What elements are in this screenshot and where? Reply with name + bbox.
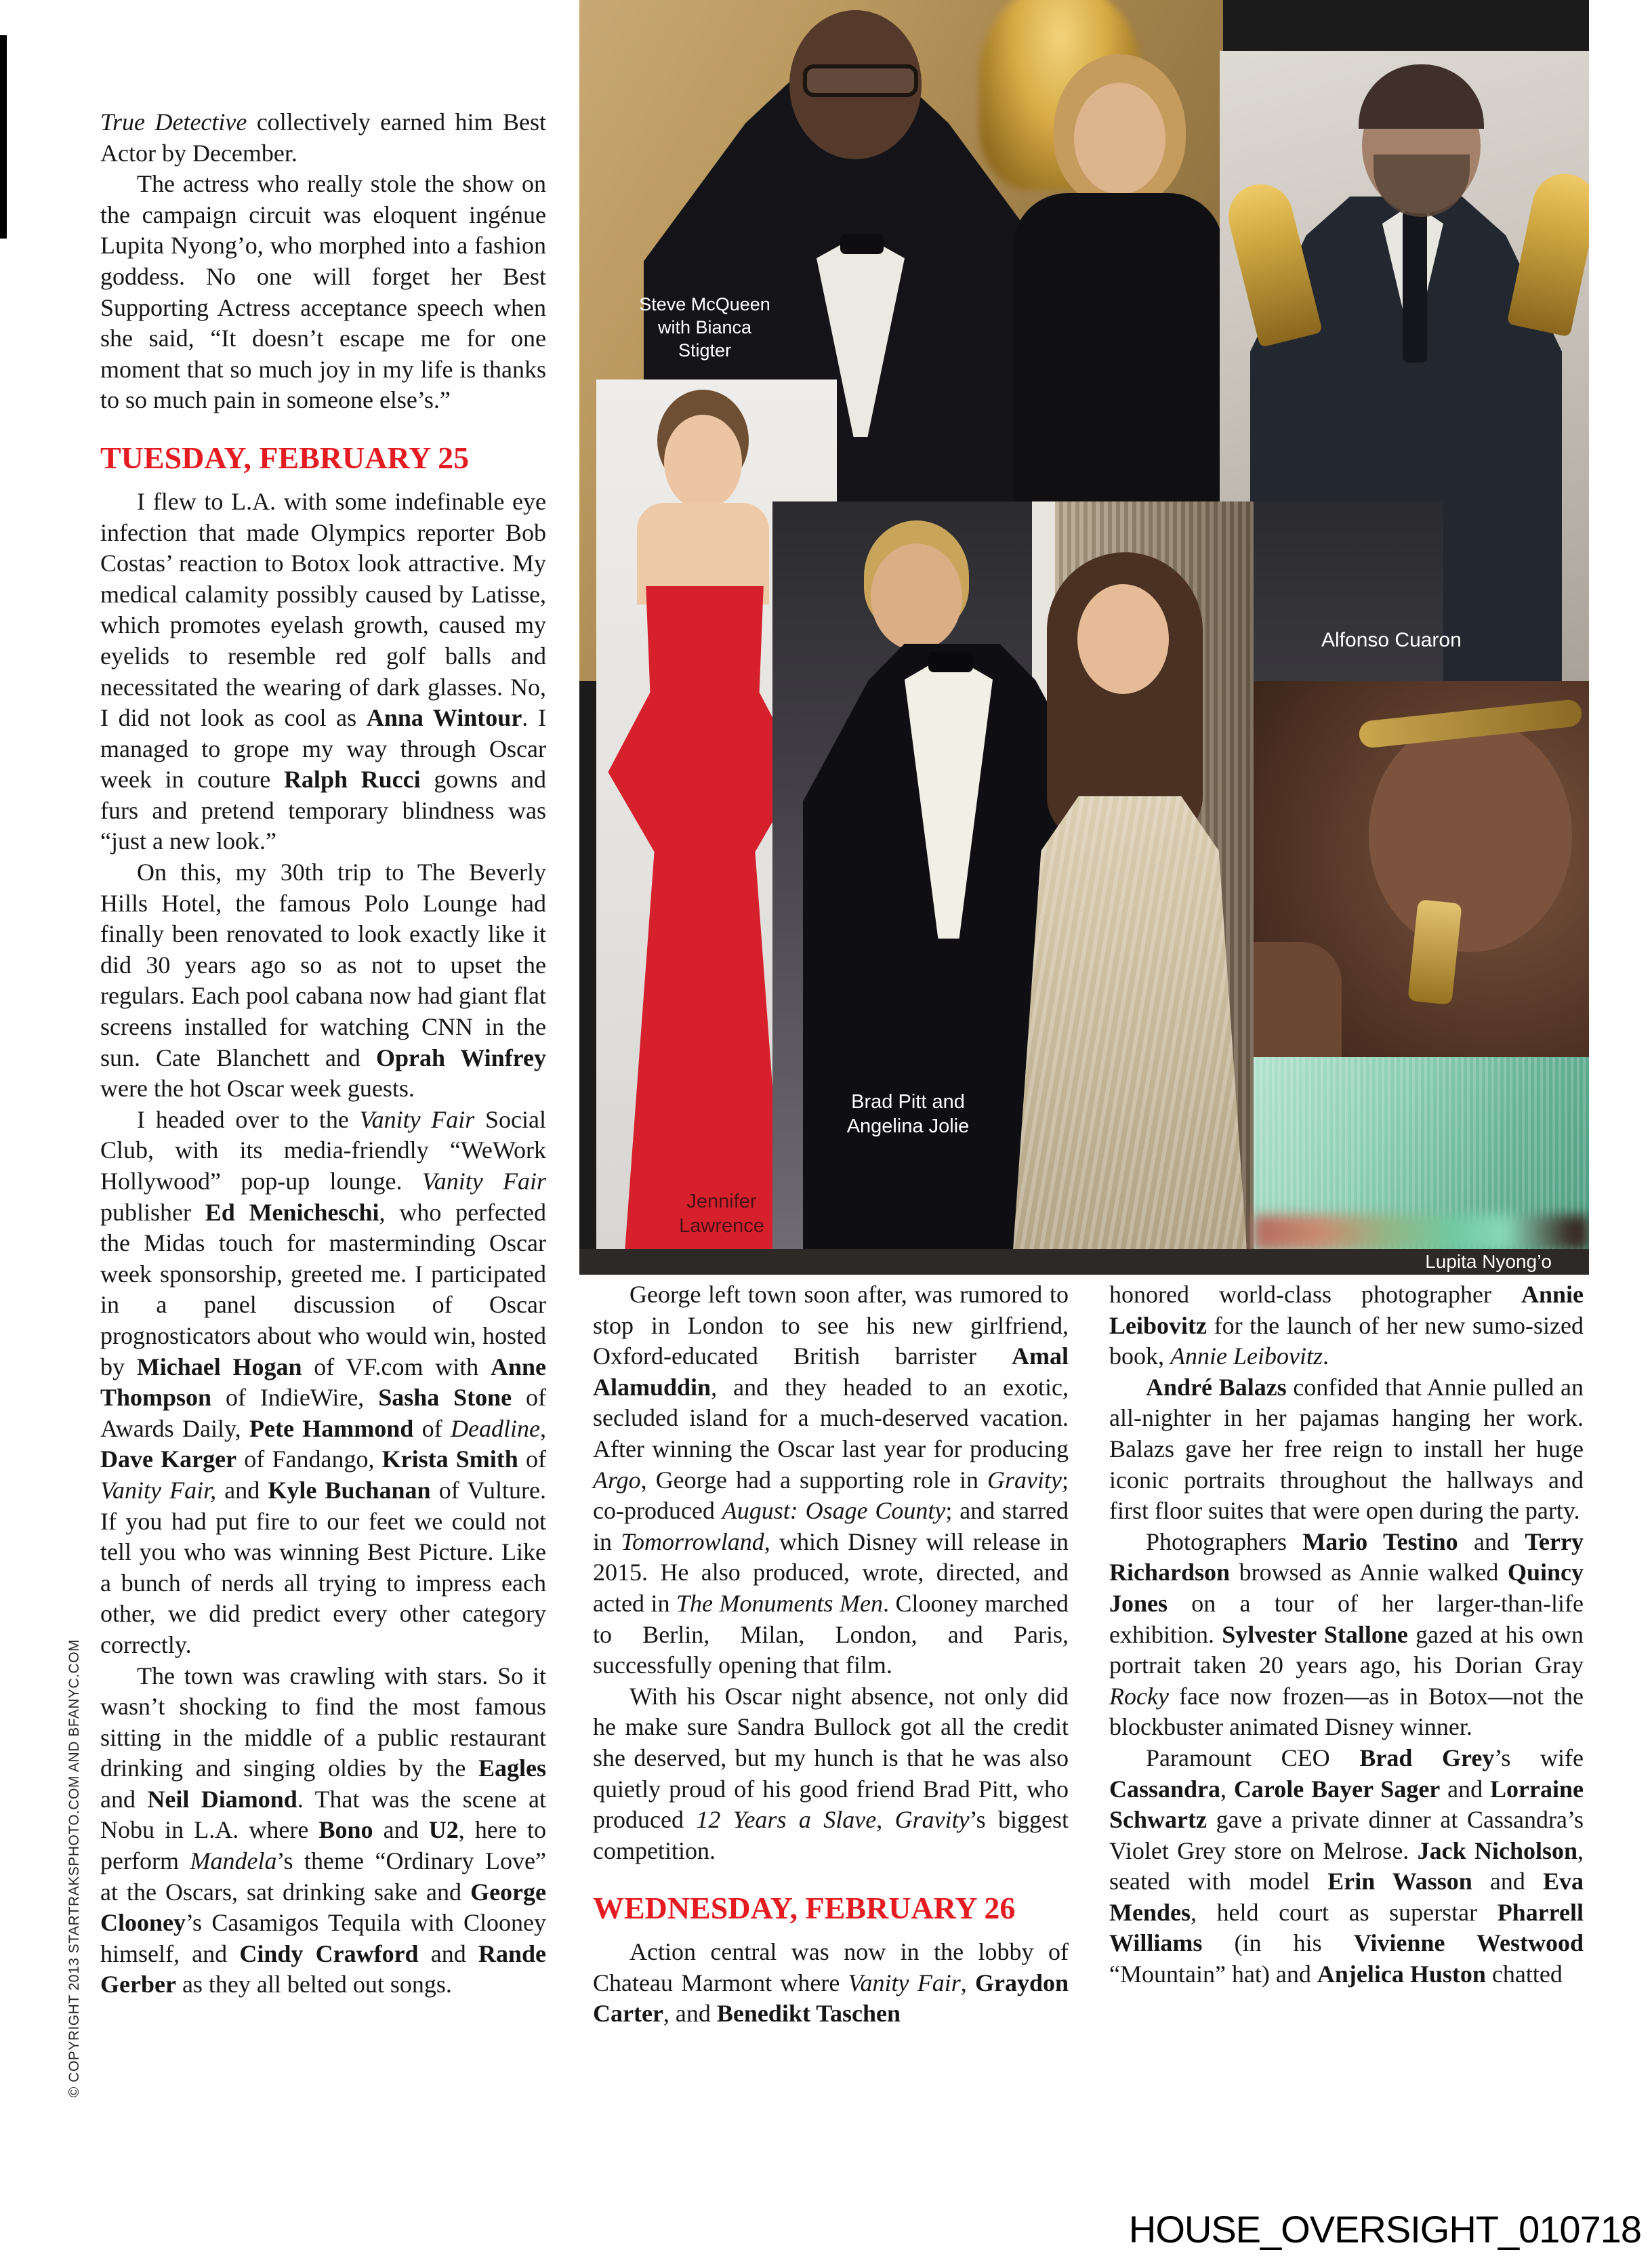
paragraph: Action central was now in the lobby of Chateau Marmont where Vanity Fair, Graydon Carter, and Benedikt Taschen: [593, 1938, 1069, 2028]
paragraph: Paramount CEO Brad Grey’s wife Cassandra, Carole Bayer Sager and Lorraine Schwartz gave a private dinner at Cassandra’s Violet Grey store on Melrose. Jack Nicholson, seated with model Erin Wasson and Eva Mendes, held court as superstar Pharrell Williams (in his Vivienne Westwood “Mountain” hat) and Anjelica Huston chatted: [1109, 1744, 1584, 1988]
photo-caption-bar: [579, 1249, 1589, 1275]
brad-pitt-face: [871, 543, 962, 651]
right-column: [1109, 1279, 1584, 1990]
paragraph: On this, my 30th trip to The Beverly Hills Hotel, the famous Polo Lounge had finally been renovated to look exactly like it did 30 years ago so as not to upset the regulars. Each pool cabana now had giant flat screens installed for watching CNN in the sun. Cate Blanchett and Oprah Winfrey were the hot Oscar week guests.: [100, 859, 546, 1103]
bokeh-lights: [1254, 1215, 1589, 1250]
paragraph: True Detective collectively earned him Best Actor by December.: [100, 108, 547, 167]
angelina-jolie-gown: [1013, 796, 1247, 1250]
paragraph: André Balazs confided that Annie pulled an all-nighter in her pajamas hanging her work. Balazs gave her free reign to install her huge iconic portraits throughout the hallways and first floor suites that were open during the party.: [1109, 1373, 1584, 1525]
caption-lupita-nyongo: Lupita Nyong’o: [1425, 1251, 1552, 1272]
middle-column: [593, 1279, 1069, 2030]
steve-mcqueen-glasses: [803, 64, 918, 97]
paragraph: With his Oscar night absence, not only did he make sure Sandra Bullock got all the credit she deserved, but my hunch is that he was also quietly proud of his good friend Brad Pitt, who produced 12 Years a Slave, Gravity’s biggest competition.: [593, 1682, 1069, 1864]
bates-stamp: HOUSE_OVERSIGHT_010718: [1128, 2208, 1641, 2251]
paragraph: The town was crawling with stars. So it wasn’t shocking to find the most famous sitting in the middle of a public restaurant drinking and singing oldies by the Eagles and Neil Diamond. That was the scene at Nobu in L.A. where Bono and U2, here to perform Mandela’s theme “Ordinary Love” at the Oscars, sat drinking sake and George Clooney’s Casamigos Tequila with Clooney himself, and Cindy Crawford and Rande Gerber as they all belted out songs.: [100, 1662, 547, 1998]
paragraph: I flew to L.A. with some indefinable eye infection that made Olympics reporter Bob Costas’ reaction to Botox look attractive. My medical calamity possibly caused by Latisse, which promotes eyelash growth, caused my eyelids to resemble red golf balls and necessitated the wearing of dark glasses. No, I did not look as cool as Anna Wintour. I managed to grope my way through Oscar week in couture Ralph Rucci gowns and furs and pretend temporary blindness was “just a new look.”: [100, 487, 546, 855]
bianca-stigter-face: [1074, 83, 1165, 194]
lupita-nyongo-face: [1369, 718, 1572, 952]
jennifer-lawrence-face: [664, 415, 742, 510]
paragraph: George left town soon after, was rumored to stop in London to see his new girlfriend, Oxford-educated British barrister Amal Alamuddin, and they headed to an exotic, secluded island for a much-deserved vacation. After winning the Oscar last year for producing Argo, George had a supporting role in Gravity; co-produced August: Osage County; and starred in Tomorrowland, which Disney will release in 2015. He also produced, wrote, directed, and acted in The Monuments Men. Clooney marched to Berlin, Milan, London, and Paris, successfully opening that film.: [593, 1281, 1069, 1679]
caption-steve-mcqueen: Steve McQueen with Bianca Stigter: [639, 294, 770, 361]
caption-brad-angelina: Brad Pitt and Angelina Jolie: [846, 1091, 970, 1137]
paragraph: Photographers Mario Testino and Terry Richardson browsed as Annie walked Quincy Jones on a tour of her larger-than-life exhibition. Sylvester Stallone gazed at his own portrait taken 20 years ago, his Dorian Gray Rocky face now frozen—as in Botox—not the blockbuster animated Disney winner.: [1109, 1527, 1584, 1741]
steve-mcqueen-bowtie: [840, 234, 884, 254]
photo-collage: [579, 0, 1589, 1275]
photo-credit-vertical: © COPYRIGHT 2013 STARTRAKSPHOTO.COM AND BFANYC.COM: [66, 1639, 82, 2097]
section-heading: WEDNESDAY, FEBRUARY 26: [593, 1891, 1016, 1926]
angelina-jolie-face: [1077, 584, 1169, 694]
caption-alfonso-cuaron: Alfonso Cuaron: [1321, 629, 1462, 651]
alfonso-cuaron-tie: [1403, 210, 1427, 363]
paragraph: I headed over to the Vanity Fair Social Club, with its media-friendly “WeWork Hollywood” pop-up lounge. Vanity Fair publisher Ed Menicheschi, who perfected the Midas touch for masterminding Oscar week sponsorship, greeted me. I participated in a panel discussion of Oscar prognosticators about who would win, hosted by Michael Hogan of VF.com with Anne Thompson of IndieWire, Sasha Stone of Awards Daily, Pete Hammond of Deadline, Dave Karger of Fandango, Krista Smith of Vanity Fair, and Kyle Buchanan of Vulture. If you had put fire to our feet we could not tell you who was winning Best Picture. Like a bunch of nerds all trying to impress each other, we did predict every other category correctly.: [100, 1105, 547, 1658]
caption-jennifer-lawrence: Jennifer Lawrence: [679, 1191, 764, 1237]
left-column: [100, 107, 546, 2000]
page-edge-mark: [0, 35, 7, 239]
paragraph: honored world-class photographer Annie Leibovitz for the launch of her new sumo-sized book, Annie Leibovitz.: [1109, 1281, 1584, 1370]
section-heading: TUESDAY, FEBRUARY 25: [100, 440, 470, 475]
paragraph: The actress who really stole the show on the campaign circuit was eloquent ingénue Lupita Nyong’o, who morphed into a fashion goddess. No one will forget her Best Supporting Actress acceptance speech when she said, “It doesn’t escape me for one moment that so much joy in my life is thanks to so much pain in someone else’s.”: [100, 170, 546, 414]
brad-pitt-bowtie: [928, 652, 973, 672]
